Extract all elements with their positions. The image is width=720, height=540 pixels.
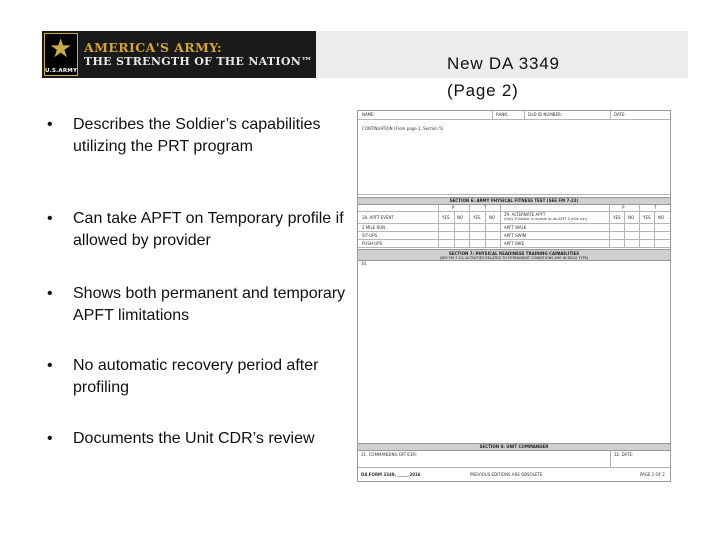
slide-title-line-1: New DA 3349 xyxy=(447,54,560,73)
form-yes-label: YES xyxy=(613,215,621,220)
slide-title xyxy=(447,50,560,104)
form-divider xyxy=(639,205,640,248)
logo-tagline-2: THE STRENGTH OF THE NATION™ xyxy=(84,55,313,68)
form-divider xyxy=(500,205,501,248)
bullet-marker: • xyxy=(47,285,53,302)
form-yes-label: YES xyxy=(473,215,481,220)
bullet-marker: • xyxy=(47,210,53,227)
form-pt-row xyxy=(358,205,670,212)
bullet-marker: • xyxy=(47,357,53,374)
form-alt-event-label: 29. ALTERNATE APFT xyxy=(504,212,546,217)
form-t-label: T xyxy=(654,205,657,210)
form-page-label: PAGE 2 OF 2 xyxy=(640,472,665,477)
form-divider xyxy=(654,212,655,248)
form-rank-label: RANK: xyxy=(496,112,509,117)
bullet-text: Shows both permanent and temporary APFT limitations xyxy=(73,285,346,324)
form-divider xyxy=(624,212,625,248)
bullet-marker: • xyxy=(47,430,53,447)
slide-title-line-2: (Page 2) xyxy=(447,81,519,100)
form-divider xyxy=(469,205,470,248)
form-no-label: NO xyxy=(457,215,464,220)
form-section-7-header xyxy=(358,249,670,261)
form-continuation-area xyxy=(358,120,670,195)
form-no-label: NO xyxy=(628,215,635,220)
form-walk-label: APFT WALK xyxy=(504,225,527,230)
form-header-row xyxy=(358,111,670,120)
form-section-7-subtitle: (SEE FM 7-22; ACTIVITIES RELATED TO PERMANENT CONDITIONS ARE IN BOLD TYPE) xyxy=(439,256,589,260)
form-item-30-label: 30. xyxy=(361,261,368,266)
form-situps-label: SIT-UPS xyxy=(362,233,378,238)
form-continuation-label: CONTINUATION (From page 1, Section 5) xyxy=(362,126,444,131)
form-commanding-officer-label: 31. COMMANDING OFFICER: xyxy=(361,452,418,457)
form-section-7-title: SECTION 7: PHYSICAL READINESS TRAINING CAPABILITIES xyxy=(448,251,580,256)
da-3349-form-page-2 xyxy=(357,110,671,482)
form-yes-label: YES xyxy=(643,215,651,220)
bullet-text: Can take APFT on Temporary profile if allowed by provider xyxy=(73,210,344,249)
form-obsolete-label: PREVIOUS EDITIONS ARE OBSOLETE xyxy=(470,472,543,477)
form-p-label: P xyxy=(452,205,455,210)
form-divider xyxy=(610,111,611,120)
form-divider xyxy=(524,111,525,120)
form-t-label: T xyxy=(484,205,487,210)
form-p-label: P xyxy=(622,205,625,210)
form-section-8-header: SECTION 8: UNIT COMMANDER xyxy=(358,443,670,451)
form-divider xyxy=(485,212,486,248)
form-divider xyxy=(610,451,611,468)
form-pushups-label: PUSH-UPS xyxy=(362,241,383,246)
army-logo xyxy=(42,31,316,78)
logo-badge-text: U.S.ARMY xyxy=(45,68,78,74)
form-dod-id-label: DoD ID NUMBER: xyxy=(528,112,563,117)
form-apft-event-label: 28. APFT EVENT xyxy=(362,215,394,220)
form-date-32-label: 32. DATE: xyxy=(614,452,634,457)
bullet-marker: • xyxy=(47,116,53,133)
logo-badge xyxy=(44,33,78,76)
form-commander-row xyxy=(358,451,670,468)
bullet-text: Documents the Unit CDR’s review xyxy=(73,430,315,447)
logo-tagline-1: AMERICA'S ARMY: xyxy=(84,40,223,55)
form-alt-note: (Only if Soldier is unable to do APFT 2 mile run) xyxy=(504,217,588,221)
form-divider xyxy=(609,205,610,248)
form-divider xyxy=(492,111,493,120)
form-swim-label: APFT SWIM xyxy=(504,233,527,238)
form-divider xyxy=(454,212,455,248)
form-date-label: DATE: xyxy=(614,112,626,117)
bullet-text: Describes the Soldier’s capabilities utilizing the PRT program xyxy=(73,116,321,155)
form-divider xyxy=(438,205,439,248)
form-section-6-header: SECTION 6: ARMY PHYSICAL FITNESS TEST (SEE FM 7-22) xyxy=(358,197,670,205)
form-yes-label: YES xyxy=(442,215,450,220)
star-icon: ★ xyxy=(49,34,73,64)
form-run-label: 2 MILE RUN xyxy=(362,225,386,230)
form-no-label: NO xyxy=(489,215,496,220)
bullet-text: No automatic recovery period after profiling xyxy=(73,357,319,396)
form-prt-area xyxy=(358,261,670,443)
form-id-label: DA FORM 3349, ______2016 xyxy=(361,472,421,477)
form-bike-label: APFT BIKE xyxy=(504,241,525,246)
form-footer xyxy=(358,468,670,481)
form-name-label: NAME: xyxy=(362,112,376,117)
form-no-label: NO xyxy=(658,215,665,220)
